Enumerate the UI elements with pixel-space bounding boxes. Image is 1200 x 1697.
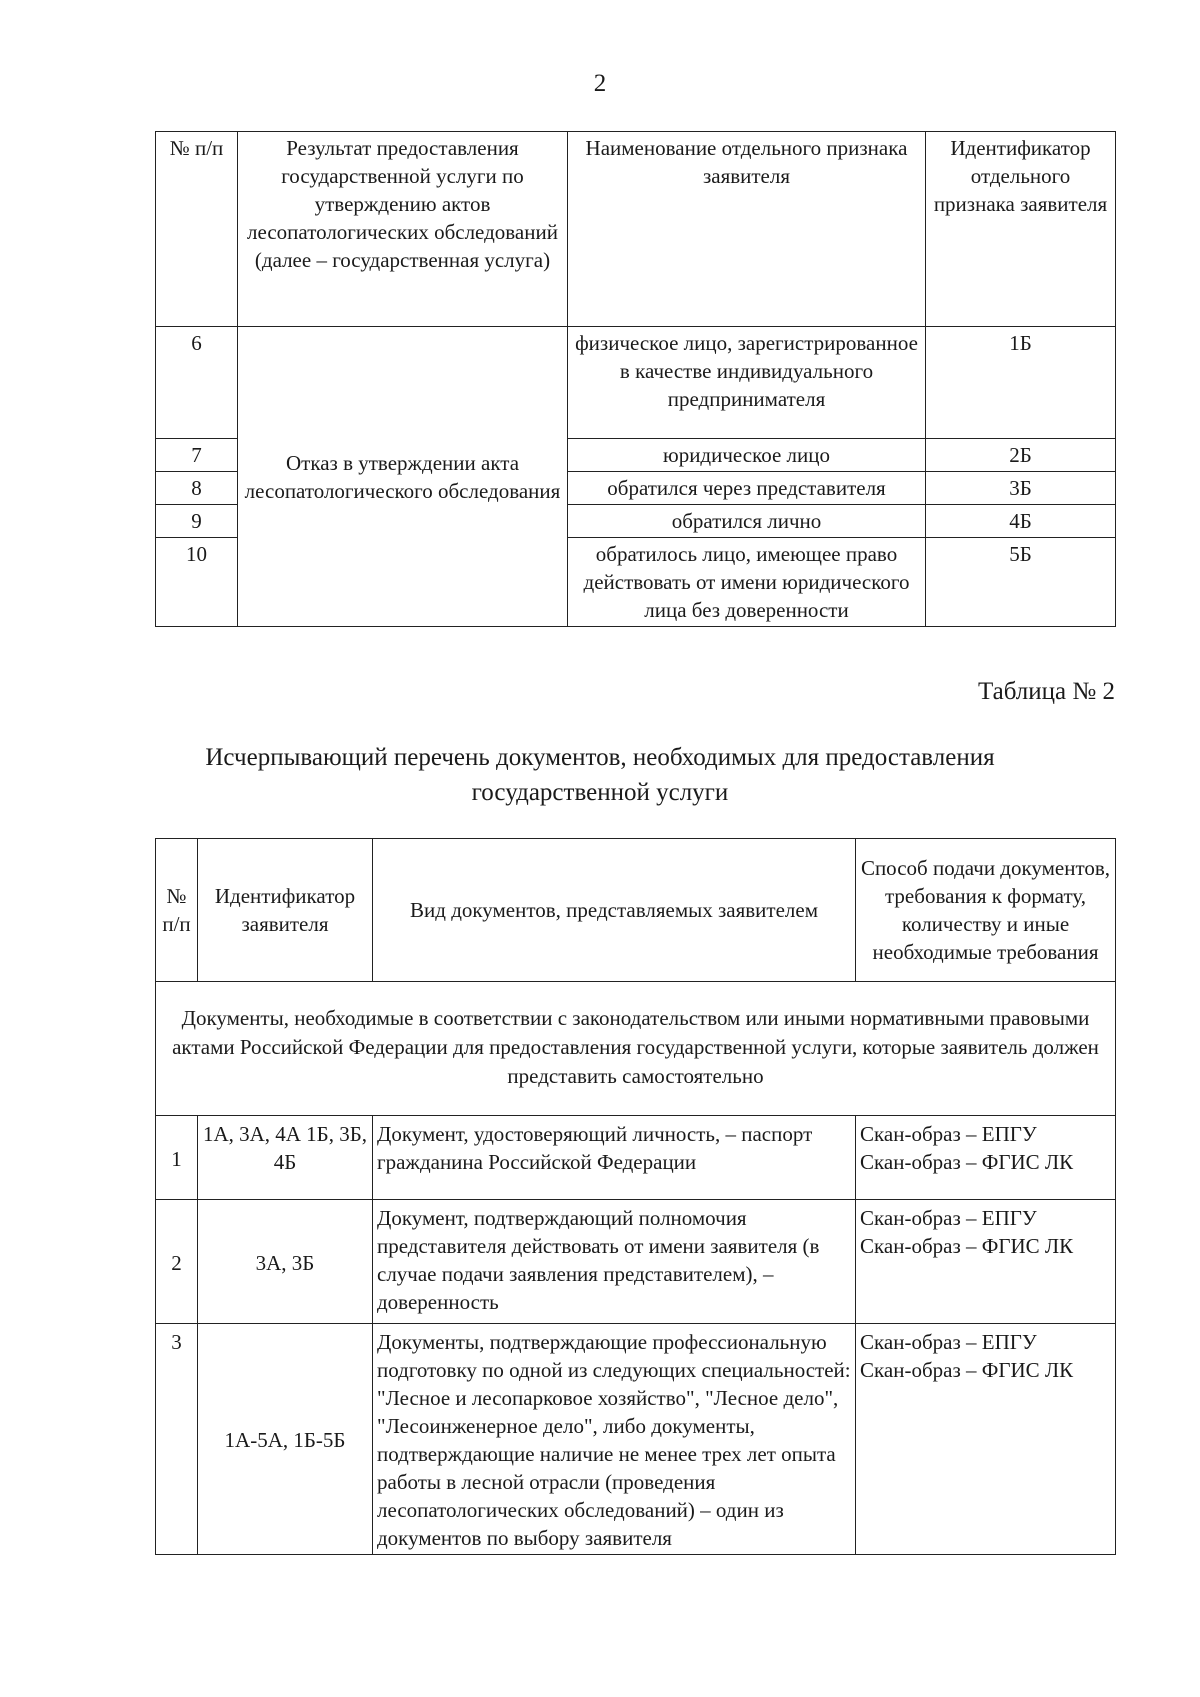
applicant-features-table [155,131,1116,627]
feature-cell: юридическое лицо [568,439,926,472]
identifier-cell: 2Б [926,439,1116,472]
table2-header-num: № п/п [156,839,198,982]
method-line: Скан-образ – ЕПГУ [860,1330,1037,1354]
identifier-cell: 3А, 3Б [198,1200,373,1324]
table2-header-row [156,839,1116,982]
table2-header-identifier: Идентификатор заявителя [198,839,373,982]
identifier-cell: 1А, 3А, 4А 1Б, 3Б, 4Б [198,1116,373,1200]
table-row [156,1324,1116,1555]
row-number: 6 [156,327,238,439]
document-cell: Документ, удостоверяющий личность, – паспорт гражданина Российской Федерации [373,1116,856,1200]
feature-cell: физическое лицо, зарегистрированное в качестве индивидуального предпринимателя [568,327,926,439]
row-number: 3 [156,1324,198,1555]
table1-header-feature: Наименование отдельного признака заявителя [568,132,926,327]
row-number: 10 [156,538,238,627]
document-cell: Документ, подтверждающий полномочия представителя действовать от имени заявителя (в случае подачи заявления представителем), – доверенность [373,1200,856,1324]
identifier-cell: 5Б [926,538,1116,627]
row-number: 8 [156,472,238,505]
row-number: 7 [156,439,238,472]
page-number: 2 [593,70,607,97]
row-number: 9 [156,505,238,538]
feature-cell: обратилось лицо, имеющее право действовать от имени юридического лица без доверенности [568,538,926,627]
method-line: Скан-образ – ФГИС ЛК [860,1150,1074,1174]
method-cell [856,1116,1116,1200]
document-cell: Документы, подтверждающие профессиональную подготовку по одной из следующих специальностей: "Лесное и лесопарковое хозяйство", "Лесное дело", "Лесоинженерное дело", либо документы, подтверждающие наличие не менее трех лет опыта работы в лесной отрасли (проведения лесопатологических обследований) – один из документов по выбору заявителя [373,1324,856,1555]
method-line: Скан-образ – ФГИС ЛК [860,1234,1074,1258]
method-line: Скан-образ – ЕПГУ [860,1206,1037,1230]
table2-header-method: Способ подачи документов, требования к формату, количеству и иные необходимые требования [856,839,1116,982]
table1-header-identifier: Идентификатор отдельного признака заявителя [926,132,1116,327]
table1-header-result: Результат предоставления государственной услуги по утверждению актов лесопатологических обследований (далее – государственная услуга) [238,132,568,327]
table-row [156,1200,1116,1324]
table2-caption: Таблица № 2 [977,678,1115,705]
row-number: 1 [156,1116,198,1200]
feature-cell: обратился лично [568,505,926,538]
method-line: Скан-образ – ЕПГУ [860,1122,1037,1146]
identifier-cell: 3Б [926,472,1116,505]
row-number: 2 [156,1200,198,1324]
feature-cell: обратился через представителя [568,472,926,505]
table-row [156,1116,1116,1200]
method-cell [856,1200,1116,1324]
table1-header-row [156,132,1116,327]
section-heading: Документы, необходимые в соответствии с законодательством или иными нормативными правовыми актами Российской Федерации для предоставления государственной услуги, которые заявитель должен представить самостоятельно [156,982,1116,1116]
table-row [156,327,1116,439]
identifier-cell: 1А-5А, 1Б-5Б [198,1324,373,1555]
identifier-cell: 1Б [926,327,1116,439]
method-cell [856,1324,1116,1555]
table1-header-num: № п/п [156,132,238,327]
result-cell: Отказ в утверждении акта лесопатологического обследования [238,327,568,627]
table2-title: Исчерпывающий перечень документов, необходимых для предоставления государственной услуги [205,744,995,806]
table2-header-doc-type: Вид документов, представляемых заявителем [373,839,856,982]
section-row [156,982,1116,1116]
identifier-cell: 4Б [926,505,1116,538]
method-line: Скан-образ – ФГИС ЛК [860,1358,1074,1382]
documents-table [155,838,1116,1555]
